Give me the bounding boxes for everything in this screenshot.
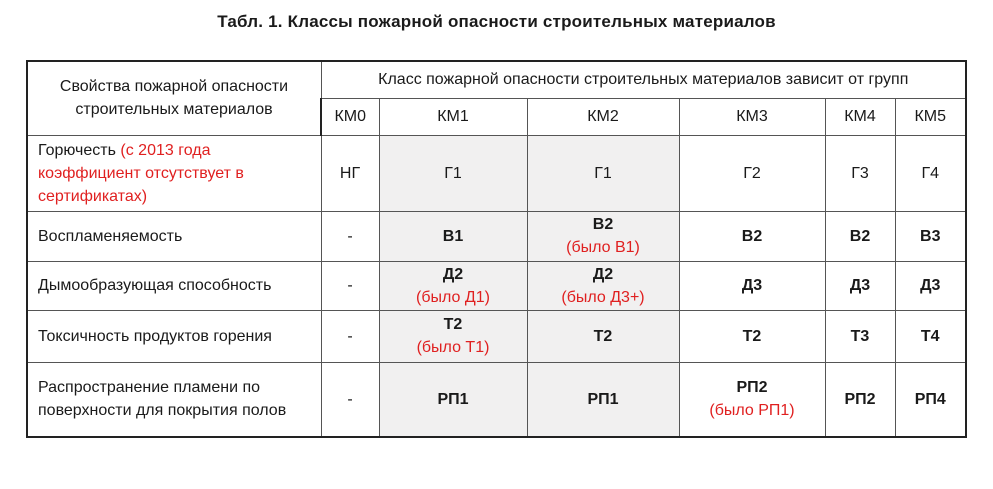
cell-km0: НГ	[321, 135, 379, 211]
header-property-text: Свойства пожарной опасности строительных материалов	[59, 78, 289, 119]
header-group-text: Класс пожарной опасности строительных материалов зависит от групп	[378, 71, 909, 89]
cell-km2	[527, 261, 679, 310]
cell-km5: Т4	[895, 310, 966, 362]
cell-value: В2	[592, 216, 614, 233]
cell-was-note: (было Д1)	[416, 288, 490, 306]
cell-km4: РП2	[825, 362, 895, 437]
row-property-flame-spread	[27, 362, 321, 437]
cell-value: Д2	[592, 265, 614, 283]
cell-km5: РП4	[895, 362, 966, 437]
header-row-groups	[27, 61, 966, 98]
class-header-km1: КМ1	[379, 98, 527, 135]
row-property-smoke	[27, 261, 321, 310]
cell-km4: В2	[825, 211, 895, 261]
cell-was-note: (было Д3+)	[561, 288, 645, 306]
property-label: Горючесть	[38, 141, 116, 159]
table-row	[27, 211, 966, 261]
row-property-toxicity	[27, 310, 321, 362]
property-note: (с 2013 года коэффициент отсутствует в сертификатах)	[38, 141, 244, 205]
table-title: Табл. 1. Классы пожарной опасности строительных материалов	[217, 12, 776, 31]
cell-was-note: (было В1)	[566, 239, 640, 256]
cell-km3	[679, 362, 825, 437]
property-label: Дымообразующая способность	[38, 277, 272, 294]
cell-km4: Д3	[825, 261, 895, 310]
property-label: Воспламеняемость	[38, 227, 183, 245]
cell-km2	[527, 211, 679, 261]
property-label: Распространение пламени по поверхности для покрытия полов	[38, 379, 287, 420]
cell-km1: Г1	[379, 135, 527, 211]
header-group-cell	[321, 61, 966, 98]
cell-km2: Г1	[527, 135, 679, 211]
class-header-km4: КМ4	[825, 98, 895, 135]
class-header-km5: КМ5	[895, 98, 966, 135]
cell-km2: РП1	[527, 362, 679, 437]
table-row	[27, 261, 966, 310]
cell-km3: Д3	[679, 261, 825, 310]
row-property-combustibility	[27, 135, 321, 211]
cell-km1: В1	[379, 211, 527, 261]
cell-km5: В3	[895, 211, 966, 261]
table-row	[27, 135, 966, 211]
cell-value: Д2	[442, 265, 464, 283]
cell-km4: Г3	[825, 135, 895, 211]
table-row	[27, 362, 966, 437]
table-row	[27, 310, 966, 362]
cell-value: РП2	[736, 379, 768, 397]
property-label: Токсичность продуктов горения	[38, 327, 272, 345]
class-header-km2: КМ2	[527, 98, 679, 135]
cell-km1	[379, 261, 527, 310]
cell-km5: Г4	[895, 135, 966, 211]
cell-km0: -	[321, 211, 379, 261]
cell-km4: Т3	[825, 310, 895, 362]
cell-km2: Т2	[527, 310, 679, 362]
cell-km0: -	[321, 310, 379, 362]
header-property-cell	[27, 61, 321, 135]
cell-was-note: (было Т1)	[416, 339, 490, 356]
cell-km0: -	[321, 261, 379, 310]
cell-km3: Т2	[679, 310, 825, 362]
cell-was-note: (было РП1)	[709, 402, 795, 420]
cell-km1: РП1	[379, 362, 527, 437]
cell-km5: Д3	[895, 261, 966, 310]
cell-km3: Г2	[679, 135, 825, 211]
fire-hazard-table	[26, 60, 967, 438]
cell-km0: -	[321, 362, 379, 437]
cell-km3: В2	[679, 211, 825, 261]
cell-km1	[379, 310, 527, 362]
row-property-flammability	[27, 211, 321, 261]
class-header-km0: КМ0	[321, 98, 379, 135]
cell-value: Т2	[443, 316, 463, 333]
class-header-km3: КМ3	[679, 98, 825, 135]
